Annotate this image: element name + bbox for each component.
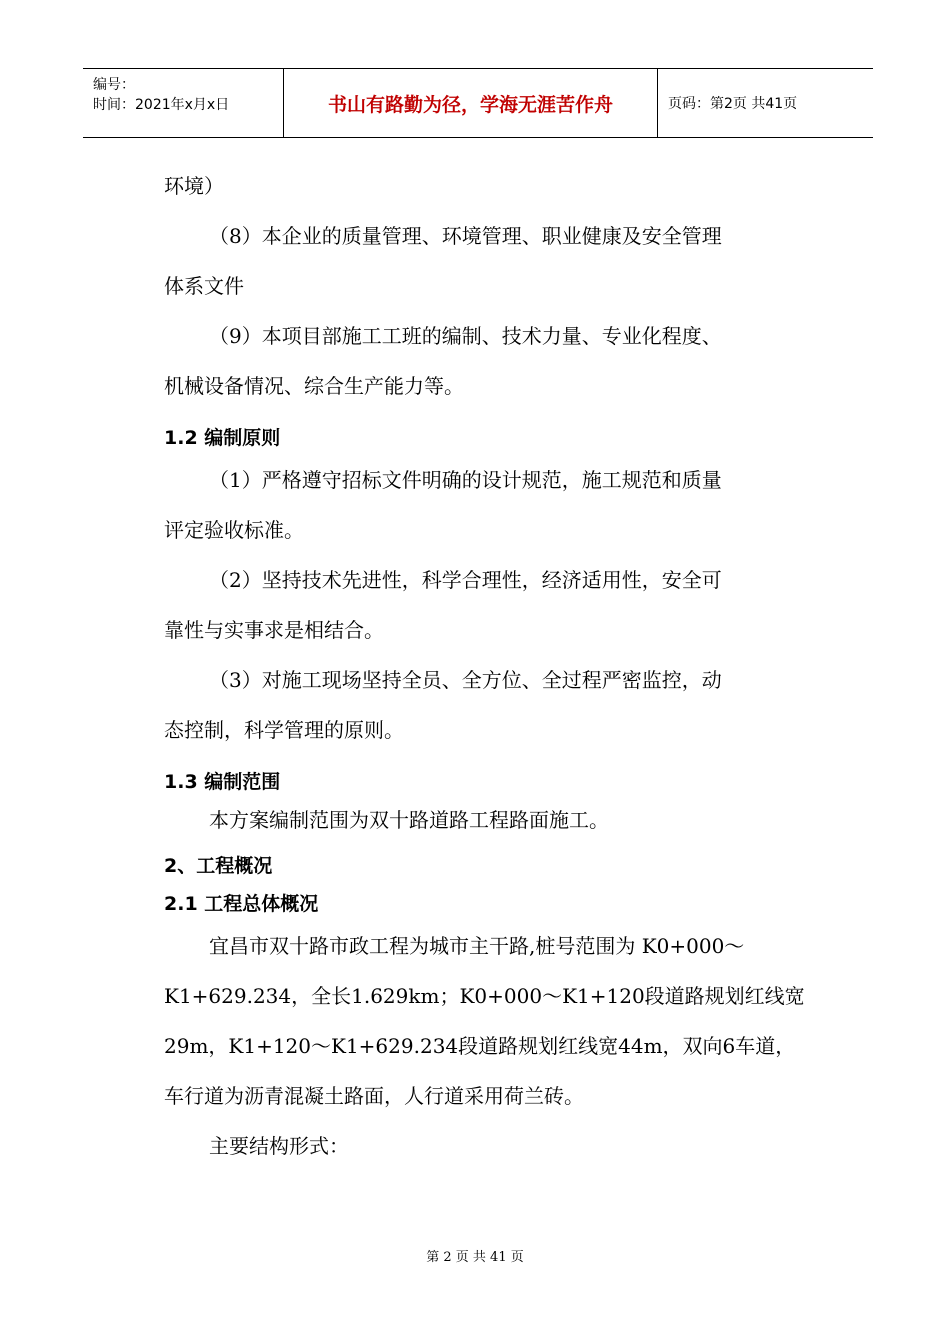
paragraph-line: 评定验收标准。	[164, 518, 304, 542]
section-heading-1-3: 1.3 编制范围	[164, 771, 281, 793]
paragraph-line: 车行道为沥青混凝土路面，人行道采用荷兰砖。	[164, 1084, 584, 1108]
paragraph-line: 体系文件	[164, 274, 244, 298]
section-heading-2: 2、工程概况	[164, 855, 273, 877]
paragraph-line: K1+629.234，全长1.629km；K0+000～K1+120段道路规划红线宽	[164, 984, 805, 1008]
paragraph-line: 本方案编制范围为双十路道路工程路面施工。	[209, 808, 609, 832]
page-footer: 第 2 页 共 41 页	[426, 1250, 524, 1265]
paragraph-line: 机械设备情况、综合生产能力等。	[164, 374, 464, 398]
paragraph-line: （9）本项目部施工工班的编制、技术力量、专业化程度、	[209, 324, 722, 348]
paragraph-line: 主要结构形式：	[209, 1134, 349, 1158]
document-body	[164, 170, 805, 1162]
header-meta	[83, 69, 283, 137]
paragraph-line: （8）本企业的质量管理、环境管理、职业健康及安全管理	[209, 224, 722, 248]
section-heading-1-2: 1.2 编制原则	[164, 427, 281, 449]
paragraph-line: 靠性与实事求是相结合。	[164, 618, 384, 642]
time-label: 时间：2021年x月x日	[93, 97, 230, 113]
number-label: 编号：	[93, 77, 135, 93]
page-header	[83, 68, 873, 138]
paragraph-line: 态控制，科学管理的原则。	[164, 718, 404, 742]
paragraph-line: （1）严格遵守招标文件明确的设计规范，施工规范和质量	[209, 468, 722, 492]
header-motto: 书山有路勤为径，学海无涯苦作舟	[283, 69, 658, 137]
paragraph-line: （3）对施工现场坚持全员、全方位、全过程严密监控，动	[209, 668, 722, 692]
paragraph-line: 环境）	[164, 174, 224, 198]
paragraph-line: （2）坚持技术先进性，科学合理性，经济适用性，安全可	[209, 568, 722, 592]
section-heading-2-1: 2.1 工程总体概况	[164, 893, 319, 915]
paragraph-line: 宜昌市双十路市政工程为城市主干路,桩号范围为 K0+000～	[209, 934, 745, 958]
header-page-info: 页码：第2页 共41页	[668, 96, 798, 112]
paragraph-line: 29m，K1+120～K1+629.234段道路规划红线宽44m，双向6车道，	[164, 1034, 796, 1058]
